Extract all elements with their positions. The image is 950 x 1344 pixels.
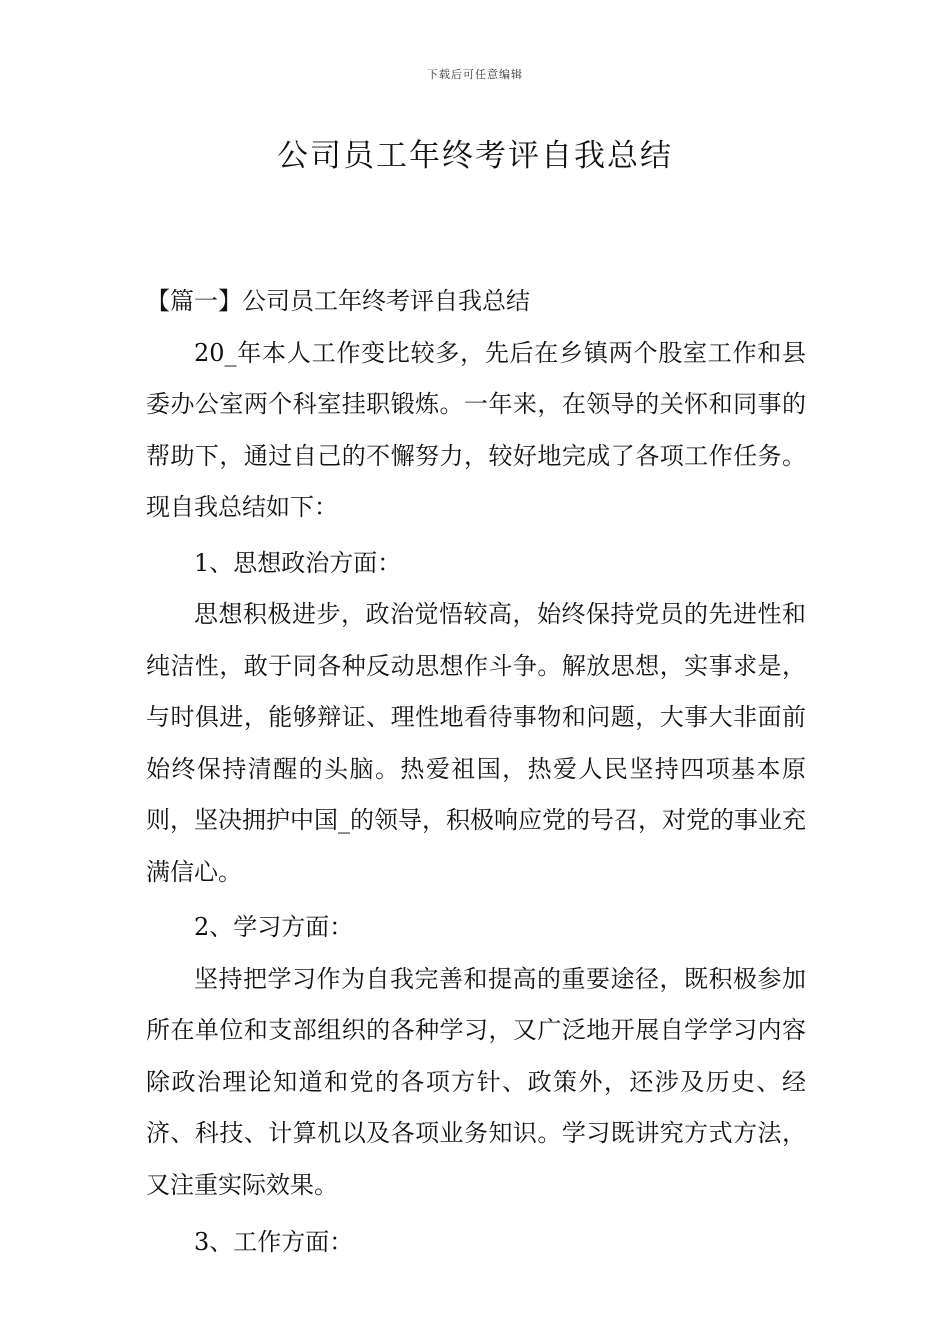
intro-paragraph: 20_年本人工作变比较多，先后在乡镇两个股室工作和县委办公室两个科室挂职锻炼。一年来，在领导的关怀和同事的帮助下，通过自己的不懈努力，较好地完成了各项工作任务。现自我总结如下： (146, 338, 806, 521)
section-heading-3: 3、工作方面： (194, 1228, 354, 1256)
section-heading-1: 1、思想政治方面： (194, 548, 402, 577)
document-body (146, 276, 806, 1269)
header-note: 下载后可任意编辑 (427, 68, 523, 81)
page-title: 公司员工年终考评自我总结 (277, 138, 673, 174)
section-body-1: 思想积极进步，政治觉悟较高，始终保持党员的先进性和纯洁性，敢于同各种反动思想作斗争。解放思想，实事求是，与时俱进，能够辩证、理性地看待事物和问题，大事大非面前始终保持清醒的头脑。热爱祖国，热爱人民坚持四项基本原则，坚决拥护中国_的领导，积极响应党的号召，对党的事业充满信心。 (146, 600, 806, 886)
section-body-2: 坚持把学习作为自我完善和提高的重要途径，既积极参加所在单位和支部组织的各种学习，又广泛地开展自学学习内容除政治理论知道和党的各项方针、政策外，还涉及历史、经济、科技、计算机以及各项业务知识。学习既讲究方式方法，又注重实际效果。 (146, 964, 806, 1199)
part-heading: 【篇一】公司员工年终考评自我总结 (146, 287, 530, 315)
section-heading-2: 2、学习方面： (194, 913, 354, 941)
